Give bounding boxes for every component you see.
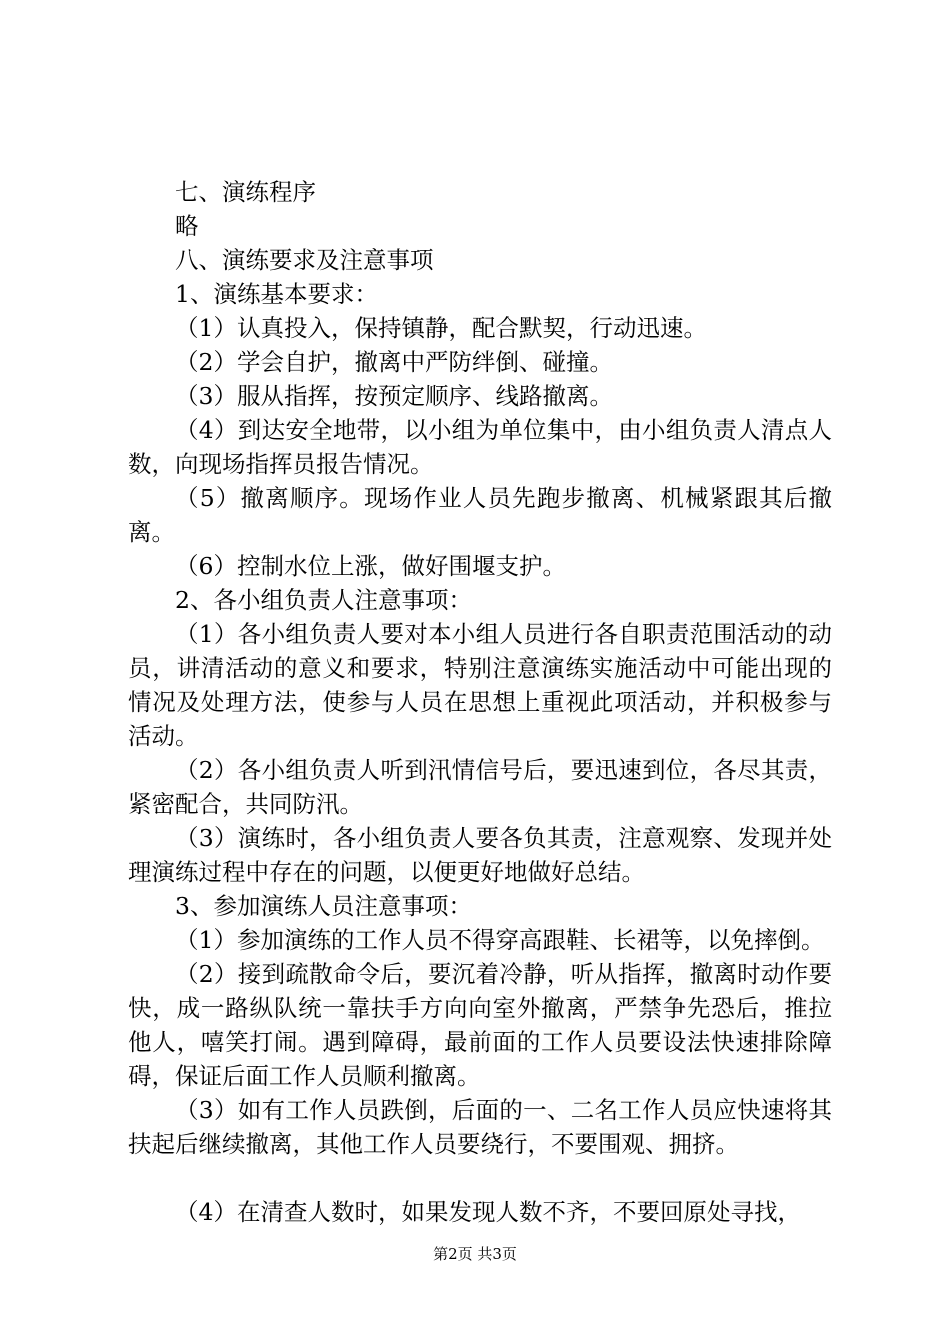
section-heading-requirements: 八、演练要求及注意事项 bbox=[175, 246, 434, 274]
page-number-footer: 第2页 共3页 bbox=[433, 1245, 517, 1263]
list-item: （4）到达安全地带，以小组为单位集中，由小组负责人清点人数，向现场指挥员报告情况。 bbox=[128, 416, 832, 478]
list-item: （2）接到疏散命令后，要沉着冷静，听从指挥，撤离时动作要快，成一路纵队统一靠扶手方向向室外撤离，严禁争先恐后，推拉他人，嘻笑打闹。遇到障碍，最前面的工作人员要设法快速排除障碍，保证后面工作人员顺利撤离。 bbox=[128, 960, 832, 1090]
list-item: （5）撤离顺序。现场作业人员先跑步撤离、机械紧跟其后撤离。 bbox=[128, 484, 832, 546]
list-item: （3）服从指挥，按预定顺序、线路撤离。 bbox=[175, 382, 613, 410]
list-item: （4）在清查人数时，如果发现人数不齐，不要回原处寻找， bbox=[175, 1198, 801, 1226]
list-item: （1）各小组负责人要对本小组人员进行各自职责范围活动的动员，讲清活动的意义和要求，特别注意演练实施活动中可能出现的情况及处理方法，使参与人员在思想上重视此项活动，并积极参与活动。 bbox=[128, 620, 832, 750]
subsection-heading: 1、演练基本要求： bbox=[175, 280, 378, 308]
subsection-heading: 2、各小组负责人注意事项： bbox=[175, 586, 472, 614]
list-item: （2）各小组负责人听到汛情信号后，要迅速到位，各尽其责，紧密配合，共同防汛。 bbox=[128, 756, 832, 818]
list-item: （1）认真投入，保持镇静，配合默契，行动迅速。 bbox=[175, 314, 707, 342]
document-body bbox=[128, 175, 832, 1229]
list-item: （2）学会自护，撤离中严防绊倒、碰撞。 bbox=[175, 348, 613, 376]
list-item: （3）如有工作人员跌倒，后面的一、二名工作人员应快速将其扶起后继续撤离，其他工作人员要绕行，不要围观、拥挤。 bbox=[128, 1096, 832, 1158]
paragraph: 略 bbox=[175, 212, 199, 240]
subsection-heading: 3、参加演练人员注意事项： bbox=[175, 892, 472, 920]
section-heading-procedure: 七、演练程序 bbox=[175, 178, 316, 206]
list-item: （3）演练时，各小组负责人要各负其责，注意观察、发现并处理演练过程中存在的问题，以便更好地做好总结。 bbox=[128, 824, 832, 886]
list-item: （6）控制水位上涨，做好围堰支护。 bbox=[175, 552, 566, 580]
list-item: （1）参加演练的工作人员不得穿高跟鞋、长裙等，以免摔倒。 bbox=[175, 926, 825, 954]
